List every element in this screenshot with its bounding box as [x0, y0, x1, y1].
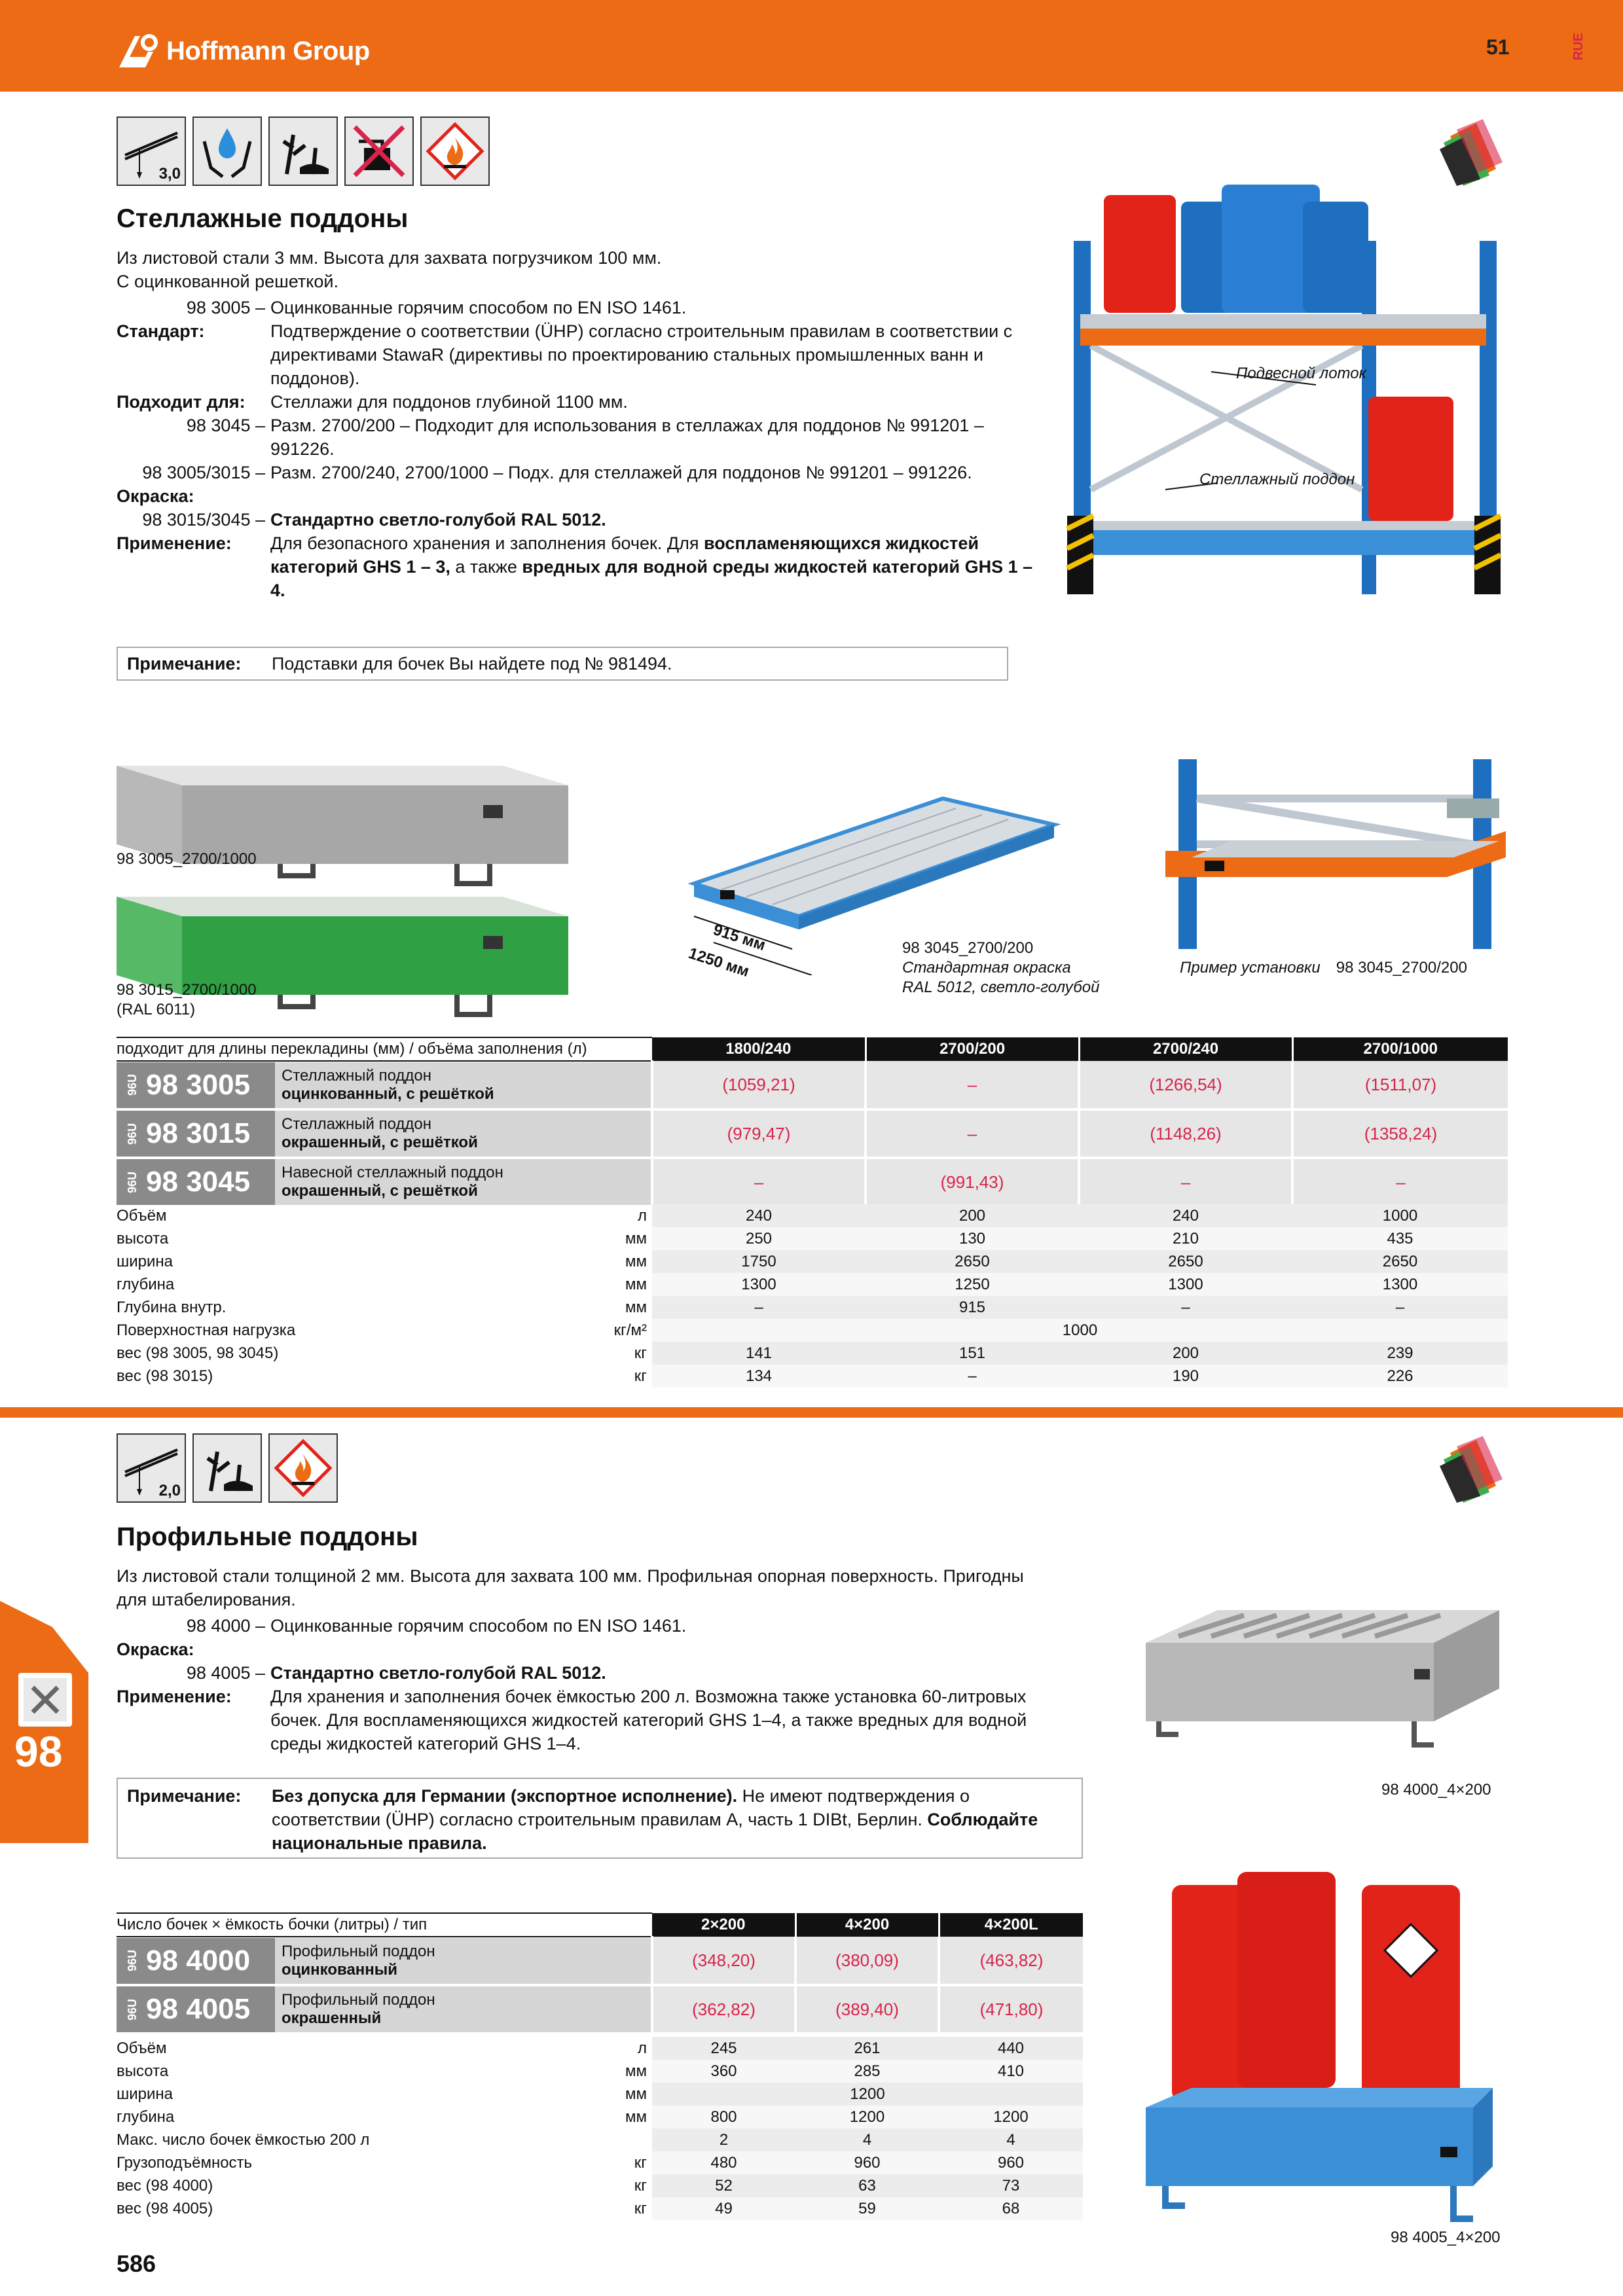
hoffmann-logo-icon	[117, 32, 160, 70]
caption-installation: Пример установки 98 3045_2700/200	[1180, 959, 1467, 977]
section2-note: Примечание: Без допуска для Германии (экспортное исполнение). Не имеют подтверждения о соответствии (ÜHP) согласно строительным правилам А, часть 1 DIBt, Берлин. Соблюдайте национальные правила.	[117, 1778, 1083, 1859]
dim-1250: 1250 мм	[686, 944, 752, 981]
image-installation-example	[1165, 759, 1512, 949]
no-discharge-icon	[344, 117, 414, 186]
spec-row: вес (98 3015) кг 134 – 190 226	[117, 1365, 1508, 1388]
caption-983005: 98 3005_2700/1000	[117, 850, 257, 868]
image-984005	[1139, 1872, 1506, 2225]
price-cell: (1511,07)	[1292, 1061, 1508, 1109]
side-tab-number: 98	[14, 1727, 63, 1776]
flammable-icon	[420, 117, 490, 186]
table-983	[117, 1037, 1508, 1208]
dim-915: 915 мм	[710, 920, 768, 955]
spec-row: высота мм 250 130 210 435	[117, 1227, 1508, 1250]
price-cell: –	[652, 1158, 866, 1206]
hazard-icons-2	[117, 1433, 338, 1503]
spec-row: Грузоподъёмность кг 480 960 960	[117, 2151, 1083, 2174]
price-cell: (362,82)	[652, 1985, 795, 2034]
side-tab	[0, 1601, 92, 1843]
table1-specs	[117, 1204, 1508, 1388]
section1-intro: Из листовой стали 3 мм. Высота для захвата погрузчиком 100 мм. С оцинкованной решеткой.	[117, 248, 662, 291]
flammable-icon	[268, 1433, 338, 1503]
price-cell: –	[866, 1061, 1079, 1109]
section2-details: 98 4000 – Оцинкованные горячим способом по EN ISO 1461. Окраска: 98 4005 – Стандартно светло-голубой RAL 5012. Применение: Для хранения и заполнения бочек ёмкостью 200 л. Возможна также установка 60-литровых бочек. Для воспламеняющихся жидкостей категорий GHS 1–4, а также вредных для водной среды жидкостей категорий GHS 1–4.	[117, 1616, 1027, 1753]
table2-specs	[117, 2037, 1083, 2220]
price-cell: (389,40)	[795, 1985, 939, 2034]
price-cell: (979,47)	[652, 1109, 866, 1158]
label-hanging-tray: Подвесной лоток	[1236, 365, 1366, 382]
price-cell: –	[1292, 1158, 1508, 1206]
table-984	[117, 1912, 1083, 2035]
spec-row: Глубина внутр. мм – 915 – –	[117, 1296, 1508, 1319]
section-separator	[0, 1407, 1623, 1418]
spec-row: Объём л 245 261 440	[117, 2037, 1083, 2060]
col-2700-1000: 2700/1000	[1292, 1037, 1508, 1061]
caption-983045: 98 3045_2700/200 Стандартная окраска RAL 5012, светло-голубой	[902, 939, 1100, 996]
spec-row: глубина мм 800 1200 1200	[117, 2106, 1083, 2128]
col-1800-240: 1800/240	[652, 1037, 866, 1061]
page-number: 51	[1486, 35, 1510, 59]
price-cell: (463,82)	[939, 1937, 1083, 1985]
table-row: 96U 98 3045 Навесной стеллажный поддон окрашенный, с решёткой – (991,43) – –	[117, 1158, 1508, 1206]
price-cell: (1059,21)	[652, 1061, 866, 1109]
price-cell: (348,20)	[652, 1937, 795, 1985]
col-2700-240: 2700/240	[1079, 1037, 1292, 1061]
price-cell: (1148,26)	[1079, 1109, 1292, 1158]
thickness-icon: 3,0	[117, 117, 186, 186]
spec-row: Поверхностная нагрузка кг/м² 1000	[117, 1319, 1508, 1342]
section2-intro: Из листовой стали толщиной 2 мм. Высота для захвата 100 мм. Профильная опорная поверхность. Пригодны для штабелирования.	[117, 1566, 1024, 1609]
spec-row: вес (98 3005, 98 3045) кг 141 151 200 239	[117, 1342, 1508, 1365]
price-cell: –	[866, 1109, 1079, 1158]
spec-row: глубина мм 1300 1250 1300 1300	[117, 1273, 1508, 1296]
hazard-icons-1	[117, 117, 490, 186]
price-cell: (471,80)	[939, 1985, 1083, 2034]
section1-details: 98 3005 – Оцинкованные горячим способом по EN ISO 1461. Стандарт: Подтверждение о соответствии (ÜHP) согласно строительным правилам в соответствии с директивами StawaR (директивы по проектированию стальных промышленных ванн и поддонов). Подходит для: Стеллажи для поддонов глубиной 1100 мм. 98 3045 – Разм. 2700/200 – Подходит для использования в стеллажах для поддонов № 991201 – 991226. 98 3005/3015 – Разм. 2700/240, 2700/1000 – Подх. для стеллажей для поддонов № 991201 – 991226. Окраска: 98 3015/3045 – Стандартно светло-голубой RAL 5012. Применение: Для безопасного хранения и заполнения бочек. Для воспламеняющихся жидкостей категорий GHS 1 – 3, а также вредных для водной среды жидкостей категорий GHS 1 – 4.	[117, 298, 1033, 600]
label-rack-pallet: Стеллажный поддон	[1199, 471, 1355, 488]
thickness-icon: 2,0	[117, 1433, 186, 1503]
product-code: 98 3045	[146, 1166, 251, 1198]
product-code: 98 4000	[146, 1944, 251, 1977]
product-code: 98 3015	[146, 1117, 251, 1149]
price-cell: (380,09)	[795, 1937, 939, 1985]
price-cell: (1358,24)	[1292, 1109, 1508, 1158]
rack-illustration	[1061, 175, 1512, 607]
spec-row: Объём л 240 200 240 1000	[117, 1204, 1508, 1227]
spec-row: ширина мм 1200	[117, 2083, 1083, 2106]
language-code: RUE	[1571, 33, 1586, 61]
spec-row: высота мм 360 285 410	[117, 2060, 1083, 2083]
table-row: 96U 98 4000 Профильный поддон оцинкованный (348,20) (380,09) (463,82)	[117, 1937, 1083, 1985]
caption-984000: 98 4000_4×200	[1381, 1781, 1491, 1799]
table-row: 96U 98 3015 Стеллажный поддон окрашенный, с решёткой (979,47) – (1148,26) (1358,24)	[117, 1109, 1508, 1158]
environment-hazard-icon	[268, 117, 338, 186]
spec-row: вес (98 4005) кг 49 59 68	[117, 2197, 1083, 2220]
col-2700-200: 2700/200	[866, 1037, 1079, 1061]
caption-983015: 98 3015_2700/1000 (RAL 6011)	[117, 981, 257, 1018]
environment-hazard-icon	[192, 1433, 262, 1503]
product-code: 98 3005	[146, 1068, 251, 1101]
table2-header-label: Число бочек × ёмкость бочки (литры) / тип	[117, 1913, 652, 1937]
spec-row: вес (98 4000) кг 52 63 73	[117, 2174, 1083, 2197]
image-983005	[117, 759, 568, 890]
col-4x200: 4×200	[795, 1913, 939, 1937]
brand-logo: Hoffmann Group	[117, 30, 370, 72]
hands-water-icon	[192, 117, 262, 186]
section2-title: Профильные поддоны	[117, 1522, 418, 1551]
col-4x200L: 4×200L	[939, 1913, 1083, 1937]
section1-note: Примечание: Подставки для бочек Вы найдете под № 981494.	[117, 647, 1008, 681]
spec-row: Макс. число бочек ёмкостью 200 л 2 4 4	[117, 2128, 1083, 2151]
image-984000	[1139, 1597, 1506, 1754]
spec-row: ширина мм 1750 2650 2650 2650	[117, 1250, 1508, 1273]
price-cell: (991,43)	[866, 1158, 1079, 1206]
price-cell: (1266,54)	[1079, 1061, 1292, 1109]
product-code: 98 4005	[146, 1993, 251, 2025]
table1-header-label: подходит для длины перекладины (мм) / объёма заполнения (л)	[117, 1037, 652, 1061]
caption-984005: 98 4005_4×200	[1391, 2229, 1501, 2246]
section1-title: Стеллажные поддоны	[117, 204, 409, 233]
col-2x200: 2×200	[652, 1913, 795, 1937]
color-swatch-icon	[1437, 1433, 1506, 1503]
price-cell: –	[1079, 1158, 1292, 1206]
footer-page-number: 586	[117, 2250, 156, 2277]
table-row: 96U 98 3005 Стеллажный поддон оцинкованный, с решёткой (1059,21) – (1266,54) (1511,07)	[117, 1061, 1508, 1109]
table-row: 96U 98 4005 Профильный поддон окрашенный (362,82) (389,40) (471,80)	[117, 1985, 1083, 2034]
